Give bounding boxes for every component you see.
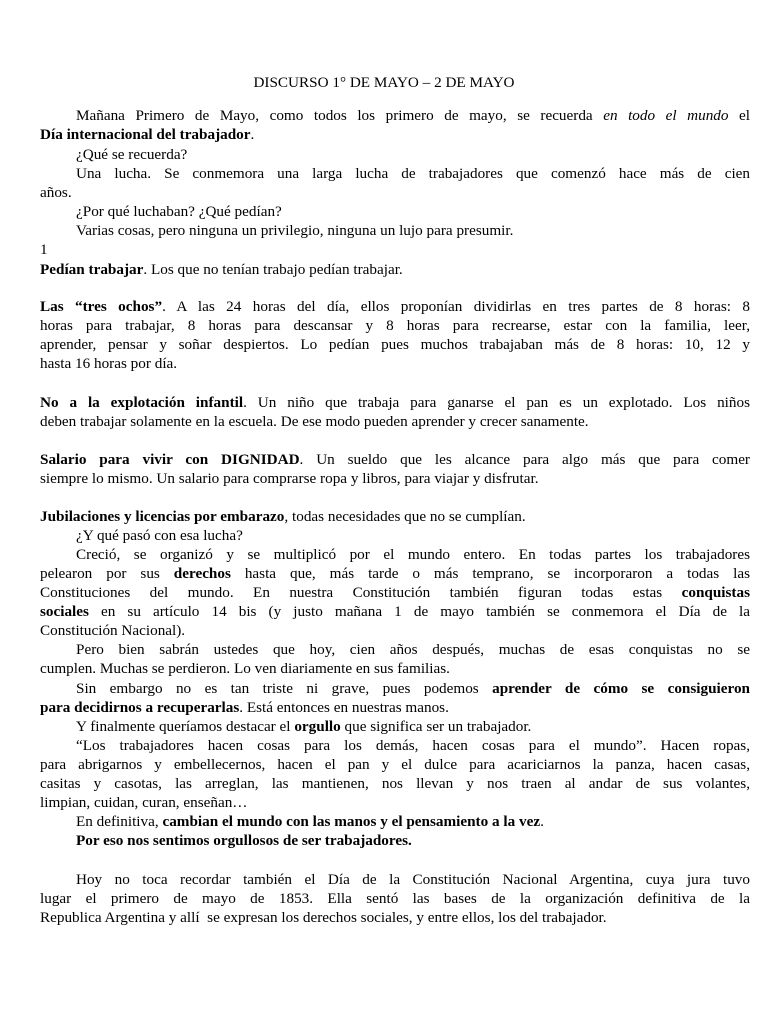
list-number: 1	[40, 241, 48, 258]
text: .	[250, 126, 255, 143]
quote-line-3: casitas y casotas, las arreglan, las mantienen, nos llevan y nos traen al andar de sus volantes,	[40, 775, 750, 792]
growth-line-4	[40, 602, 750, 621]
text: .	[540, 813, 544, 830]
demand-three-eights-line-1	[40, 297, 750, 316]
pride-line	[76, 717, 750, 736]
constitution-line-2: lugar el primero de mayo de 1853. Ella sentó las bases de la organización definitiva de la	[40, 890, 750, 907]
text: en su artículo 14 bis (y justo mañana 1 de mayo también se conmemora el Día de la	[88, 603, 750, 620]
text: , todas necesidades que no se cumplían.	[284, 508, 526, 525]
demand-three-eights-line-3: aprender, pensar y soñar despiertos. Lo pedían pues muchos trabajaban más de 8 horas: 10, 12 y	[40, 336, 750, 353]
document-title: DISCURSO 1° DE MAYO – 2 DE MAYO	[253, 74, 515, 91]
constitution-line-1: Hoy no toca recordar también el Día de la Constitución Nacional Argentina, cuya jura tuvo	[76, 871, 750, 888]
demand-child-labor-line-2: deben trabajar solamente en la escuela. De ese modo pueden aprender y crecer sanamente.	[40, 413, 589, 430]
proud-workers-line	[76, 831, 750, 850]
demand-work	[40, 260, 750, 279]
text: Mañana Primero de Mayo, como todos los primero de mayo, se recuerda	[76, 107, 604, 124]
definitively-line	[76, 812, 750, 831]
intro-line-1	[76, 106, 750, 125]
text: Y finalmente queríamos destacar el	[76, 718, 295, 735]
text: Sin embargo no es tan triste ni grave, pues podemos	[76, 680, 493, 697]
growth-line-2	[40, 564, 750, 583]
growth-line-5: Constitución Nacional).	[40, 622, 186, 639]
text: el	[728, 107, 750, 124]
text: hasta que, más tarde o más temprano, se incorporaron a todas las	[230, 565, 750, 582]
text: Constituciones del mundo. En nuestra Constitución también figuran todas estas	[40, 584, 682, 601]
bold-text: Jubilaciones y licencias por embarazo	[40, 508, 285, 525]
text: . A las 24 horas del día, ellos proponían dividirlas en tres partes de 8 horas: 8	[162, 298, 750, 315]
italic-text: en todo el mundo	[603, 107, 729, 124]
question-2: ¿Por qué luchaban? ¿Qué pedían?	[76, 203, 282, 220]
quote-line-2: para abrigarnos y embellecernos, hacen el pan y el dulce para acariciarnos la panza, hacen casas,	[40, 756, 750, 773]
quote-line-1: “Los trabajadores hacen cosas para los demás, hacen cosas para el mundo”. Hacen ropas,	[76, 737, 750, 754]
bold-text: aprender de cómo se consiguieron	[492, 680, 750, 697]
text: pelearon por sus	[40, 565, 174, 582]
text: . Un sueldo que les alcance para algo más que para comer	[299, 451, 750, 468]
text: . Está entonces en nuestras manos.	[239, 699, 449, 716]
intro-line-2	[40, 125, 750, 144]
bold-text: Día internacional del trabajador	[40, 126, 251, 143]
demand-salary-line-1	[40, 450, 750, 469]
demand-pensions	[40, 507, 750, 526]
bold-text: derechos	[173, 565, 231, 582]
bold-text: No a la explotación infantil	[40, 394, 244, 411]
text: . Los que no tenían trabajo pedían trabajar.	[143, 261, 403, 278]
demand-salary-line-2: siempre lo mismo. Un salario para comprarse ropa y libros, para viajar y disfrutar.	[40, 470, 539, 487]
bold-text: cambian el mundo con las manos y el pensamiento a la vez	[162, 813, 541, 830]
demand-three-eights-line-4: hasta 16 horas por día.	[40, 355, 178, 372]
text: que significa ser un trabajador.	[340, 718, 532, 735]
lost-rights-line-1: Pero bien sabrán ustedes que hoy, cien años después, muchas de esas conquistas no se	[76, 641, 750, 658]
bold-text: orgullo	[294, 718, 341, 735]
question-1: ¿Qué se recuerda?	[76, 146, 188, 163]
lost-rights-line-2: cumplen. Muchas se perdieron. Lo ven diariamente en sus familias.	[40, 660, 450, 677]
bold-text: Salario para vivir con DIGNIDAD	[40, 451, 300, 468]
bold-text: conquistas	[681, 584, 750, 601]
bold-text: Las “tres ochos”	[40, 298, 163, 315]
growth-line-3	[40, 583, 750, 602]
constitution-line-3: Republica Argentina y allí se expresan los derechos sociales, y entre ellos, los del trabajador.	[40, 909, 607, 926]
quote-line-4: limpian, cuidan, curan, enseñan…	[40, 794, 248, 811]
answer-1-line-2: años.	[40, 184, 72, 201]
growth-line-1: Creció, se organizó y se multiplicó por el mundo entero. En todas partes los trabajadores	[76, 546, 750, 563]
recover-line-2	[40, 698, 750, 717]
question-3: ¿Y qué pasó con esa lucha?	[76, 527, 243, 544]
text: . Un niño que trabaja para ganarse el pan es un explotado. Los niños	[243, 394, 750, 411]
answer-2: Varias cosas, pero ninguna un privilegio, ninguna un lujo para presumir.	[76, 222, 514, 239]
bold-text: Pedían trabajar	[40, 261, 144, 278]
bold-text: Por eso nos sentimos orgullosos de ser trabajadores.	[76, 832, 412, 849]
bold-text: sociales	[40, 603, 89, 620]
answer-1-line-1: Una lucha. Se conmemora una larga lucha de trabajadores que comenzó hace más de cien	[76, 165, 750, 182]
bold-text: para decidirnos a recuperarlas	[40, 699, 240, 716]
demand-three-eights-line-2: horas para trabajar, 8 horas para descansar y 8 horas para recrearse, estar con la familia, leer,	[40, 317, 750, 334]
recover-line-1	[76, 679, 750, 698]
text: En definitiva,	[76, 813, 163, 830]
demand-child-labor-line-1	[40, 393, 750, 412]
